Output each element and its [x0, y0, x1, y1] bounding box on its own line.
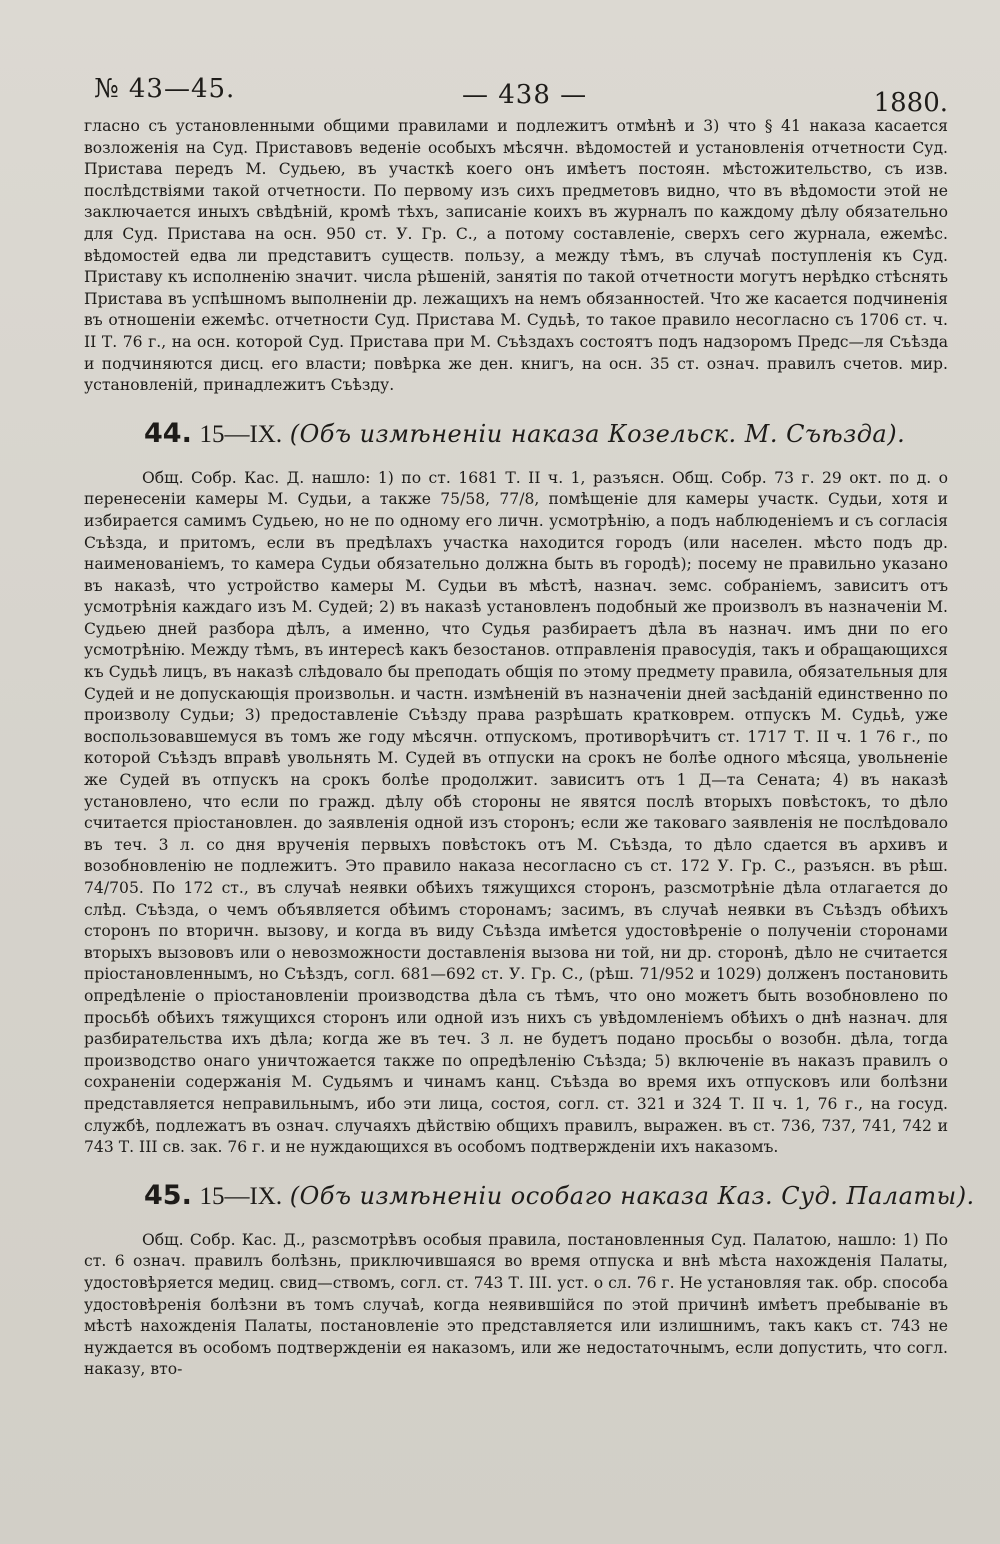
document-body — [84, 116, 975, 1381]
section-body-45: Общ. Собр. Кас. Д., разсмотрѣвъ особыя правила, постановленныя Суд. Палатою, нашло: 1) По ст. 6 означ. правилъ болѣзнь, приключившаяся во время отпуска и внѣ мѣста нахожденія Палаты, удостовѣряется медиц. свид—ствомъ, согл. ст. 743 Т. III. уст. о сл. 76 г. Не установляя так. обр. способа удостовѣренія болѣзни въ томъ случаѣ, когда неявившійся по этой причинѣ имѣетъ пребываніе въ мѣстѣ нахожденія Палаты, постановленіе это представляется или излишнимъ, такъ какъ ст. 743 не нуждается въ особомъ подтвержденіи ея наказомъ, или же недостаточнымъ, если допустить, что согл. наказу, вто- — [84, 1230, 948, 1379]
section-date: 15—IX. — [199, 420, 283, 448]
section-date: 15—IX. — [199, 1182, 283, 1210]
section-title: (Объ измѣненіи особаго наказа Каз. Суд. Палаты). — [289, 1181, 975, 1210]
page-header — [84, 60, 948, 116]
issue-number: № 43—45. — [94, 74, 236, 104]
intro-paragraph: гласно съ установленными общими правилами и подлежитъ отмѣнѣ и 3) что § 41 наказа касается возложенія на Суд. Приставовъ веденіе особыхъ мѣсячн. вѣдомостей и установленія отчетности Суд. Пристава передъ М. Судьею, въ участкѣ коего онъ имѣетъ постоян. мѣстожительство, съ изв. послѣдствіями такой отчетности. По первому изъ сихъ предметовъ видно, что въ вѣдомости этой не заключается иныхъ свѣдѣній, кромѣ тѣхъ, записаніе коихъ въ журналъ по каждому дѣлу обязательно для Суд. Пристава на осн. 950 ст. У. Гр. С., а потому составленіе, сверхъ сего журнала, ежемѣс. вѣдомостей едва ли представитъ существ. пользу, а между тѣмъ, въ случаѣ поступленія къ Суд. Приставу къ исполненію значит. числа рѣшеній, занятія по такой отчетности могутъ нерѣдко стѣснять Пристава въ успѣшномъ выполненіи др. лежащихъ на немъ обязанностей. Что же касается подчиненія въ отношеніи ежемѣс. отчетности Суд. Пристава М. Судьѣ, то такое правило несогласно съ 1706 ст. ч. II Т. 76 г., на осн. которой Суд. Пристава при М. Съѣздахъ состоятъ подъ надзоромъ Предс—ля Съѣзда и подчиняются дисц. его власти; повѣрка же ден. книгъ, на осн. 35 ст. означ. правилъ счетов. мир. установленій, принадлежитъ Съѣзду. — [84, 117, 948, 395]
page-number: — 438 — — [462, 80, 588, 110]
section-heading-45 — [144, 1179, 975, 1212]
section-number: 45. — [144, 1179, 192, 1211]
year: 1880. — [873, 88, 948, 118]
section-heading-44 — [144, 419, 948, 450]
section-body-44: Общ. Собр. Кас. Д. нашло: 1) по ст. 1681 Т. II ч. 1, разъясн. Общ. Собр. 73 г. 29 окт. по д. о перенесеніи камеры М. Судьи, а также 75/58, 77/8, помѣщеніе для камеры участк. Судьи, хотя и избирается самимъ Судьею, но не по одному его личн. усмотрѣнію, а подъ наблюденіемъ и съ согласія Съѣзда, и притомъ, если въ предѣлахъ участка находится городъ (или населен. мѣсто подъ др. наименованіемъ, то камера Судьи обязательно должна быть въ городѣ); посему не правильно указано въ наказѣ, что устройство камеры М. Судьи въ мѣстѣ, назнач. земс. собраніемъ, зависитъ отъ усмотрѣнія каждаго изъ М. Судей; 2) въ наказѣ установленъ подобный же произволъ въ назначеніи М. Судьею дней разбора дѣлъ, а именно, что Судья разбираетъ дѣла въ назнач. имъ дни по его усмотрѣнію. Между тѣмъ, въ интересѣ какъ безостанов. отправленія правосудія, такъ и обращающихся къ Судьѣ лицъ, въ наказѣ слѣдовало бы преподать общія по этому предмету правила, обязательныя для Судей и не допускающія произвольн. и частн. измѣненій въ назначеніи дней засѣданій единственно по произволу Судьи; 3) предоставленіе Съѣзду права разрѣшать кратковрем. отпускъ М. Судьѣ, уже воспользовавшемуся въ томъ же году мѣсячн. отпускомъ, противорѣчитъ ст. 1717 Т. II ч. 1 76 г., по которой Съѣздъ вправѣ увольнять М. Судей въ отпуски на срокъ не болѣе одного мѣсяца, увольненіе же Судей въ отпускъ на срокъ болѣе продолжит. зависитъ отъ 1 Д—та Сената; 4) въ наказѣ установлено, что если по гражд. дѣлу обѣ стороны не явятся послѣ вторыхъ повѣстокъ, то дѣло считается пріостановлен. до заявленія одной изъ сторонъ; если же таковаго заявленія не послѣдовало въ теч. 3 л. со дня врученія первыхъ повѣстокъ отъ М. Съѣзда, то дѣло сдается въ архивъ и возобновленію не подлежитъ. Это правило наказа несогласно съ ст. 172 У. Гр. С., разъясн. въ рѣш. 74/705. По 172 ст., въ случаѣ неявки обѣихъ тяжущихся сторонъ, разсмотрѣніе дѣла отлагается до слѣд. Съѣзда, о чемъ объявляется обѣимъ сторонамъ; засимъ, въ случаѣ неявки въ Съѣздъ обѣихъ сторонъ по вторичн. вызову, и когда въ виду Съѣзда имѣется удостовѣреніе о полученіи сторонами вторыхъ вызововъ или о невозможности доставленія вызова ни той, ни др. сторонѣ, дѣло не считается пріостановленнымъ, но Съѣздъ, согл. 681—692 ст. У. Гр. С., (рѣш. 71/952 и 1029) долженъ постановить опредѣленіе о пріостановленіи производства дѣла съ тѣмъ, что оно можетъ быть возобновлено по просьбѣ обѣихъ тяжущихся сторонъ или одной изъ нихъ съ увѣдомленіемъ обѣихъ о днѣ назнач. для разбирательства ихъ дѣла; когда же въ теч. 3 л. не будетъ подано просьбы о возобн. дѣла, тогда производство онаго уничтожается также по опредѣленію Съѣзда; 5) включеніе въ наказъ правилъ о сохраненіи содержанія М. Судьямъ и чинамъ канц. Съѣзда во время ихъ отпусковъ или болѣзни представляется неправильнымъ, ибо эти лица, состоя, согл. ст. 321 и 324 Т. II ч. 1, 76 г., на госуд. службѣ, подлежатъ въ означ. случаяхъ дѣйствію общихъ правилъ, выражен. въ ст. 736, 737, 741, 742 и 743 Т. III св. зак. 76 г. и не нуждающихся въ особомъ подтвержденіи ихъ наказомъ. — [84, 468, 948, 1157]
section-title: (Объ измѣненіи наказа Козельск. М. Съѣзда). — [289, 419, 906, 448]
section-number: 44. — [144, 417, 192, 449]
